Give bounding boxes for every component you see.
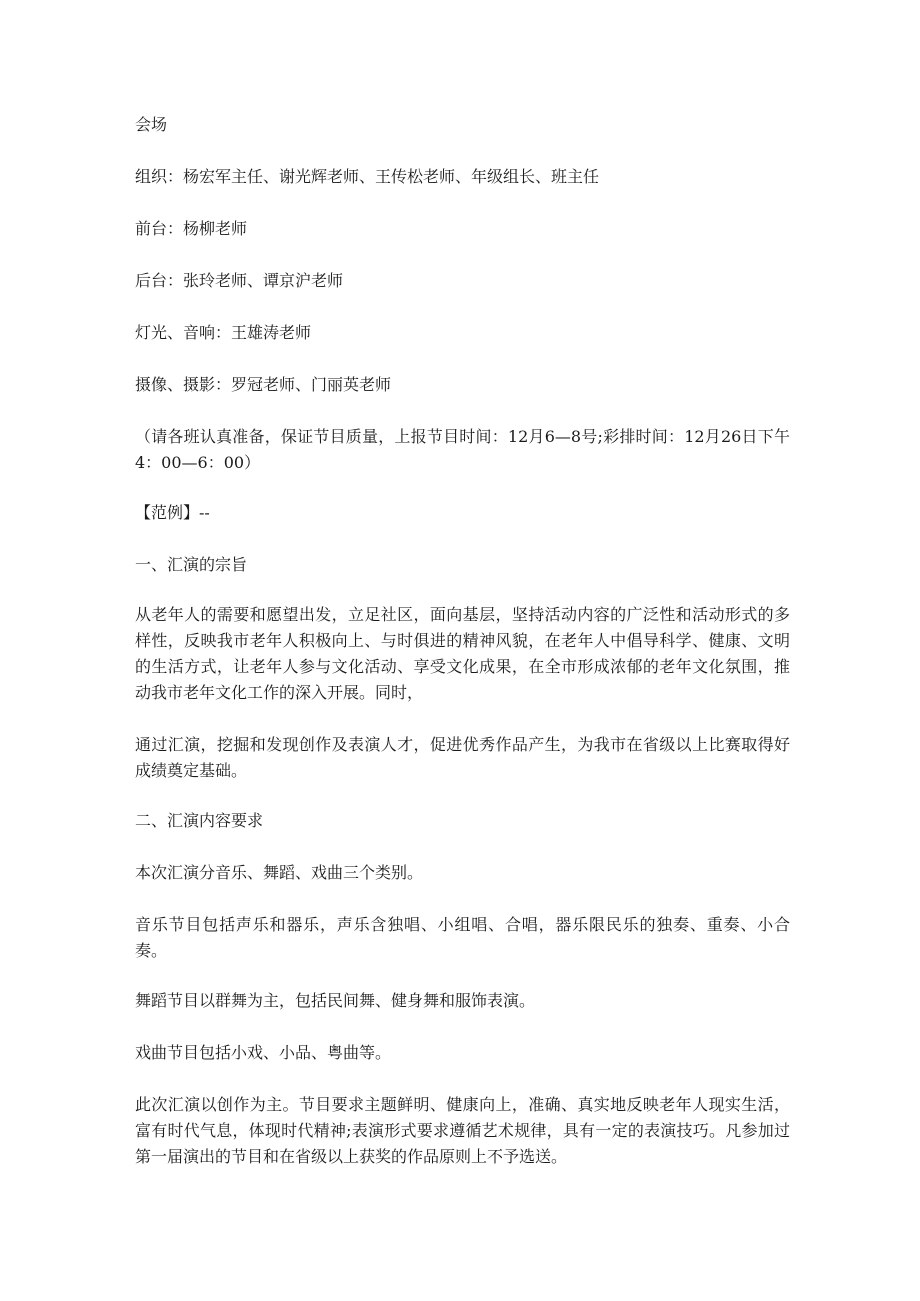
section-heading-purpose: 一、汇演的宗旨 [135,555,248,574]
talent-paragraph: 通过汇演，挖掘和发现创作及表演人才，促进优秀作品产生，为我市在省级以上比赛取得好成绩奠定基础。 [135,735,790,780]
purpose-paragraph: 从老年人的需要和愿望出发，立足社区，面向基层，坚持活动内容的广泛性和活动形式的多样性，反映我市老年人积极向上、与时俱进的精神风貌，在老年人中倡导科学、健康、文明的生活方式，让老年人参与文化活动、享受文化成果，在全市形成浓郁的老年文化氛围，推动我市老年文化工作的深入开展。同时， [135,605,790,702]
creation-paragraph: 此次汇演以创作为主。节目要求主题鲜明、健康向上，准确、真实地反映老年人现实生活，富有时代气息，体现时代精神;表演形式要求遵循艺术规律，具有一定的表演技巧。凡参加过第一届演出的节目和在省级以上获奖的作品原则上不予选送。 [135,1095,790,1166]
venue-heading: 会场 [135,115,168,134]
dance-line: 舞蹈节目以群舞为主，包括民间舞、健身舞和服饰表演。 [135,991,536,1010]
document-body [135,110,790,1170]
categories-line: 本次汇演分音乐、舞蹈、戏曲三个类别。 [135,863,424,882]
schedule-note: （请各班认真准备，保证节目质量，上报节目时间：12月6—8号;彩排时间：12月26日下午4：00—6：00） [135,427,790,472]
music-paragraph: 音乐节目包括声乐和器乐，声乐含独唱、小组唱、合唱，器乐限民乐的独奏、重奏、小合奏。 [135,915,790,960]
organizer-line: 组织：杨宏军主任、谢光辉老师、王传松老师、年级组长、班主任 [135,167,600,186]
example-heading: 【范例】-- [135,503,210,522]
lighting-sound-line: 灯光、音响：王雄涛老师 [135,323,312,342]
opera-line: 戏曲节目包括小戏、小品、粤曲等。 [135,1043,392,1062]
camera-photo-line: 摄像、摄影：罗冠老师、门丽英老师 [135,375,392,394]
section-heading-requirements: 二、汇演内容要求 [135,811,264,830]
backstage-line: 后台：张玲老师、谭京沪老师 [135,271,344,290]
front-stage-line: 前台：杨柳老师 [135,219,248,238]
